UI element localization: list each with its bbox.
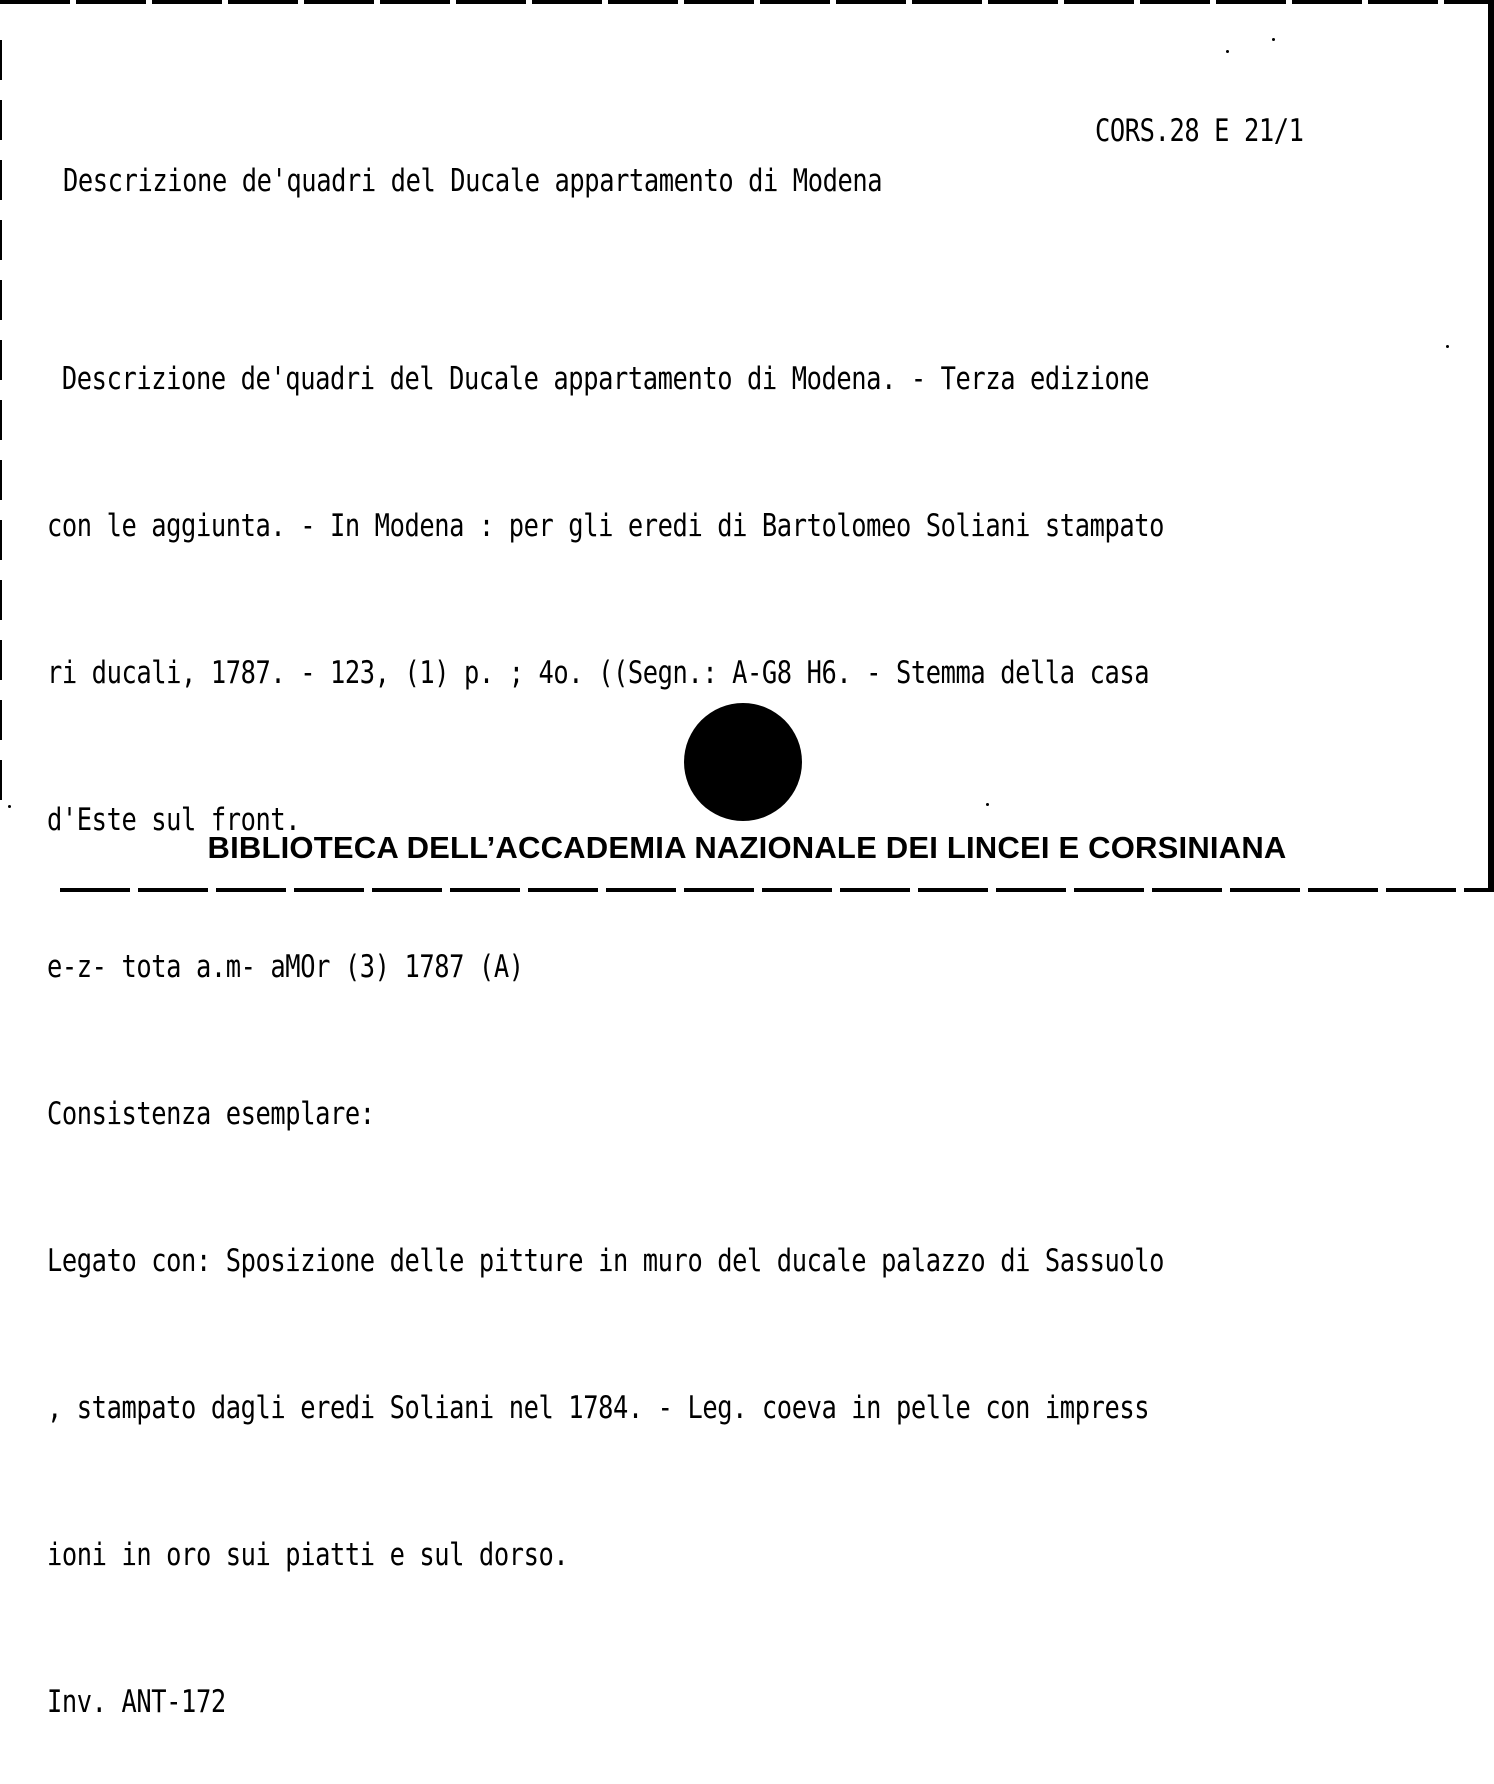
description-block [47,257,1164,1784]
speck [1272,38,1275,41]
description-line: ioni in oro sui piatti e sul dorso. [47,1537,569,1573]
description-line: Legato con: Sposizione delle pitture in muro del ducale palazzo di Sassuolo [47,1243,1165,1279]
speck [986,803,989,806]
description-line: con le aggiunta. - In Modena : per gli eredi di Bartolomeo Soliani stampato [47,508,1165,544]
description-line: e-z- tota a.m- aMOr (3) 1787 (A) [47,949,524,985]
description-line: Descrizione de'quadri del Ducale appartamento di Modena. - Terza edizione [47,361,1150,397]
punch-hole [684,703,802,821]
description-line: Inv. ANT-172 [47,1684,226,1720]
description-line: d'Este sul front. [47,802,301,838]
card-top-edge [0,0,1494,4]
description-line: , stampato dagli eredi Soliani nel 1784. - Leg. coeva in pelle con impress [47,1390,1150,1426]
shelfmark: CORS.28 E 21/1 [1095,113,1304,149]
description-line: ri ducali, 1787. - 123, (1) p. ; 4o. ((Segn.: A-G8 H6. - Stemma della casa [47,655,1150,691]
description-line: Consistenza esemplare: [47,1096,375,1132]
speck [1226,50,1229,53]
speck [8,805,11,808]
card-left-edge [0,40,2,820]
speck [1446,345,1449,348]
card-right-edge [1488,0,1494,892]
library-footer: BIBLIOTECA DELL’ACCADEMIA NAZIONALE DEI LINCEI E CORSINIANA [207,830,1287,865]
card-title: Descrizione de'quadri del Ducale appartamento di Modena [63,163,883,199]
